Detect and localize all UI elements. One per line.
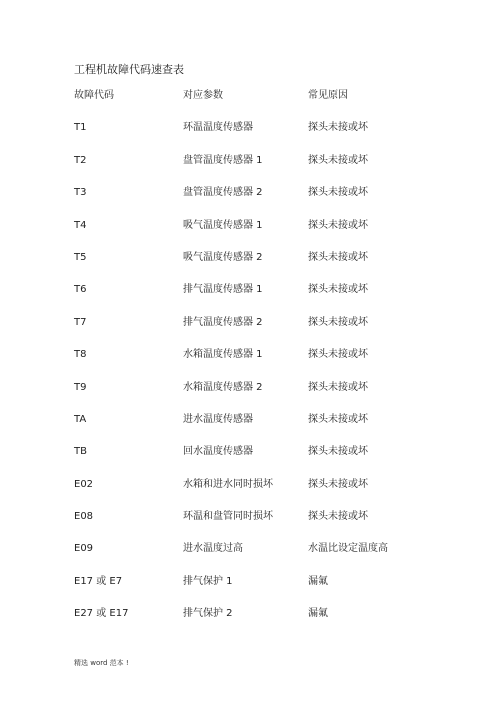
parameter-cell: 水箱温度传感器 2 (183, 381, 263, 393)
fault-code-cell: T2 (74, 154, 87, 166)
parameter-cell: 盘管温度传感器 1 (183, 154, 263, 166)
parameter-cell: 排气温度传感器 1 (183, 284, 263, 296)
parameter-cell: 水箱和进水同时损坏 (183, 478, 273, 490)
cause-cell: 探头未接或坏 (308, 154, 368, 166)
fault-code-cell: T7 (74, 316, 87, 328)
table-row (74, 121, 474, 153)
cause-cell: 探头未接或坏 (308, 219, 368, 231)
fault-code-cell: T1 (74, 122, 87, 134)
fault-code-cell: E17 或 E7 (74, 575, 123, 587)
parameter-cell: 排气温度传感器 2 (183, 316, 263, 328)
fault-code-cell: T4 (74, 219, 87, 231)
parameter-cell: 水箱温度传感器 1 (183, 349, 263, 361)
table-row (74, 575, 474, 607)
page-footer: 精选 word 范本 ! (74, 659, 129, 667)
parameter-cell: 排气保护 1 (183, 575, 233, 587)
table-row (74, 186, 474, 218)
fault-code-cell: E08 (74, 511, 94, 523)
fault-code-cell: E27 或 E17 (74, 608, 129, 620)
parameter-cell: 环温温度传感器 (183, 122, 253, 134)
cause-cell: 水温比设定温度高 (308, 543, 388, 555)
fault-code-cell: T9 (74, 381, 87, 393)
cause-cell: 探头未接或坏 (308, 413, 368, 425)
table-row (74, 542, 474, 574)
cause-cell: 探头未接或坏 (308, 284, 368, 296)
parameter-cell: 吸气温度传感器 2 (183, 251, 263, 263)
table-header-row (74, 89, 474, 121)
table-row (74, 381, 474, 413)
fault-code-cell: T6 (74, 284, 87, 296)
cause-cell: 探头未接或坏 (308, 381, 368, 393)
table-row (74, 445, 474, 477)
cause-cell: 探头未接或坏 (308, 511, 368, 523)
cause-cell: 探头未接或坏 (308, 349, 368, 361)
fault-code-cell: T5 (74, 251, 87, 263)
parameter-cell: 环温和盘管同时损坏 (183, 511, 273, 523)
fault-code-cell: TB (74, 446, 87, 458)
parameter-cell: 回水温度传感器 (183, 446, 253, 458)
page-title: 工程机故障代码速查表 (74, 63, 184, 76)
table-row (74, 348, 474, 380)
table-row (74, 316, 474, 348)
table-row (74, 154, 474, 186)
cause-cell: 探头未接或坏 (308, 122, 368, 134)
table-body (74, 121, 474, 639)
parameter-cell: 排气保护 2 (183, 608, 233, 620)
cause-cell: 探头未接或坏 (308, 316, 368, 328)
parameter-cell: 盘管温度传感器 2 (183, 187, 263, 199)
table-row (74, 607, 474, 639)
cause-cell: 探头未接或坏 (308, 187, 368, 199)
parameter-cell: 进水温度传感器 (183, 413, 253, 425)
fault-code-cell: E09 (74, 543, 94, 555)
cause-cell: 漏氟 (308, 608, 328, 620)
table-row (74, 510, 474, 542)
table-row (74, 251, 474, 283)
fault-code-cell: TA (74, 413, 87, 425)
table-row (74, 413, 474, 445)
table-row (74, 478, 474, 510)
table-row (74, 219, 474, 251)
header-common-cause: 常见原因 (308, 90, 348, 101)
fault-code-cell: T3 (74, 187, 87, 199)
table-row (74, 283, 474, 315)
cause-cell: 探头未接或坏 (308, 446, 368, 458)
cause-cell: 探头未接或坏 (308, 251, 368, 263)
fault-code-cell: T8 (74, 349, 87, 361)
parameter-cell: 吸气温度传感器 1 (183, 219, 263, 231)
parameter-cell: 进水温度过高 (183, 543, 243, 555)
fault-code-cell: E02 (74, 478, 94, 490)
cause-cell: 漏氟 (308, 575, 328, 587)
cause-cell: 探头未接或坏 (308, 478, 368, 490)
header-parameter: 对应参数 (183, 90, 223, 101)
header-fault-code: 故障代码 (74, 90, 114, 101)
fault-code-table (74, 89, 474, 640)
